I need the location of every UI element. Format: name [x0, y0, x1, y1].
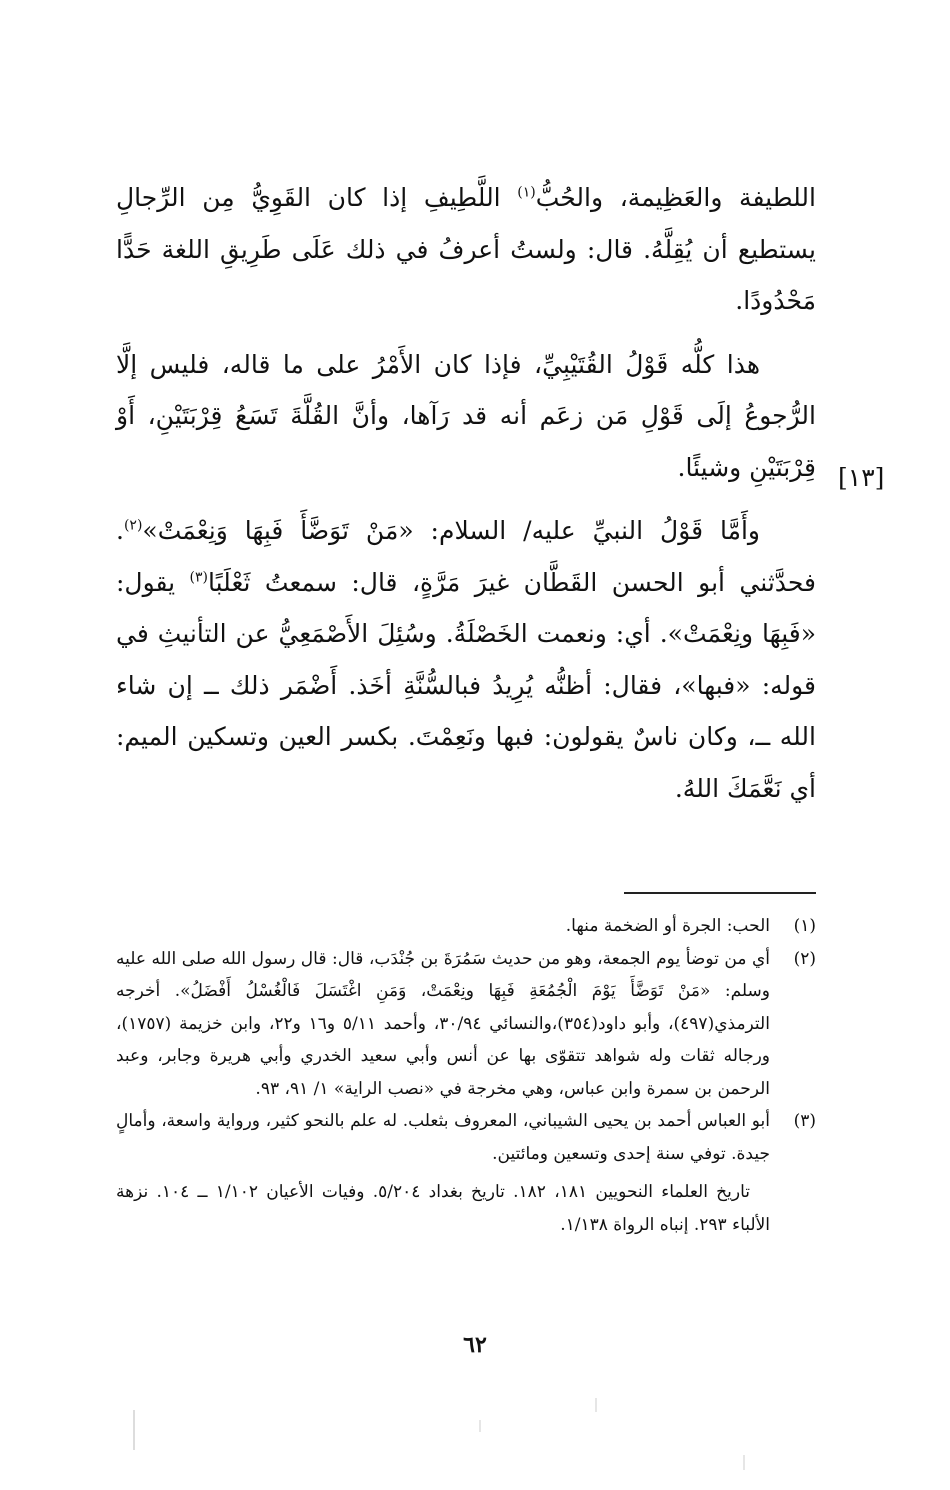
footnote-number: (١)	[793, 916, 816, 936]
paragraph-3-text-a: وأَمَّا قَوْلُ النبيِّ عليه/ السلام: «مَنْ تَوَضَّأَ فَبِهَا وَنِعْمَتْ»	[142, 516, 760, 545]
section-marker: [١٣]	[838, 463, 885, 492]
footnote-ref-1: (١)	[517, 184, 536, 201]
footnote-ref-2: (٢)	[123, 517, 143, 534]
footnote-number: (٢)	[793, 948, 816, 969]
paragraph-1-text-a: اللطيفة والعَظِيمة، والحُبُّ	[535, 183, 816, 212]
paragraph-1-text-b: اللَّطِيفِ إذا كان القَوِيُّ مِن الرِّجالِ يستطيع أن يُقِلَّهُ. قال: ولستُ أعرفُ في ذلك عَلَى طَرِيقِ اللغة حَدًّا مَحْدُودًا.	[116, 183, 816, 315]
page-number: ٦٢	[463, 1332, 487, 1358]
footnote-ref-3: (٣)	[189, 569, 209, 586]
footnote-text: أي من توضأ يوم الجمعة، وهو من حديث سَمُرَةَ بن جُنْدَب، قال: قال رسول الله صلى الله عليه وسلم: «مَنْ تَوَضَّأَ يَوْمَ الْجُمُعَةِ فَبِهَا ونِعْمَتْ، وَمَنِ اغْتَسَلَ فَالْغُسْلُ أَفْضَلُ». أخرجه الترمذي(٤٩٧)، وأبو داود(٣٥٤)،والنسائي ٣٠/٩٤، وأحمد ٥/١١ و١٦ و٢٢، وابن خزيمة (١٧٥٧)، ورجاله ثقات وله شواهد تتقوّى بها عن أنس وأبي سعيد الخدري وأبي هريرة وجابر، وعبد الرحمن بن سمرة وابن عباس، وهي مخرجة في «نصب الراية» ١/ ٩١، ٩٣.	[116, 948, 770, 1099]
paragraph-3-text-c: يقول: «فَبِهَا ونِعْمَتْ». أي: ونعمت الخَصْلَةُ. وسُئِلَ الأَصْمَعِيُّ عن التأنيثِ في قوله: «فبها»، فقال: أظنُّه يُرِيدُ فبالسُّنَّةِ أخَذ. أَضْمَر ذلك ــ إن شاء الله ــ، وكان ناسٌ يقولون: فبها ونَعِمْتَ. بكسر العين وتسكين الميم: أي نَعَّمَكَ اللهُ.	[116, 567, 816, 803]
footnote-text: أبو العباس أحمد بن يحيى الشيباني، المعروف بثعلب. له علم بالنحو كثير، ورواية واسعة، وأمالٍ جيدة. توفي سنة إحدى وتسعين ومائتين.	[116, 1111, 770, 1164]
paragraph-3-text-b: . فحدَّثني أبو الحسن القَطَّان غيرَ مَرَّةٍ، قال: سمعتُ ثَعْلَبًا	[116, 516, 816, 597]
paragraph-2: هذا كلُّه قَوْلُ القُتَيْبِيِّ، فإذا كان الأَمْرُ على ما قاله، فليس إلَّا الرُّجوعُ إلَى قَوْلِ مَن زعَم أنه قد رَآها، وأنَّ القُلَّةَ تَسَعُ قِرْبَتَيْنِ، أَوْ قِرْبَتَيْنِ وشيئًا.	[116, 349, 816, 482]
footnote-sources: تاريخ العلماء النحويين ١٨١، ١٨٢. تاريخ بغداد ٥/٢٠٤. وفيات الأعيان ١/١٠٢ ــ ١٠٤. نزهة الألباء ٢٩٣. إنباه الرواة ١/١٣٨.	[116, 1182, 770, 1235]
footnote-text: الحب: الجرة أو الضخمة منها.	[565, 916, 770, 936]
footnote-number: (٣)	[793, 1111, 816, 1131]
